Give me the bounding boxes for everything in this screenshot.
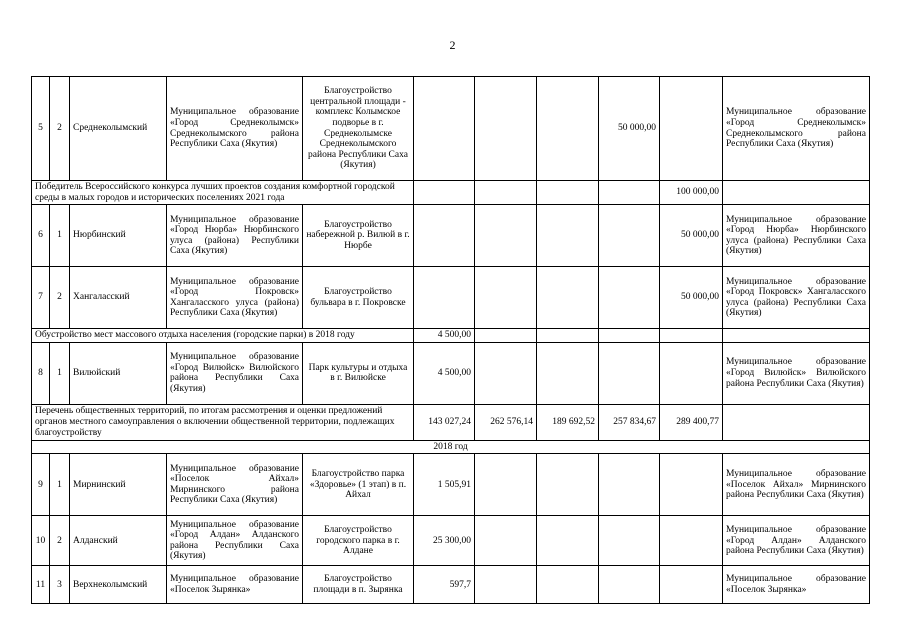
row-number: 6	[32, 205, 50, 267]
territory-object: Благоустройство городского парка в г. Алдане	[303, 516, 414, 566]
responsible-body: Муниципальное образование «Город Вилюйск» Вилюйского района Республики Саха (Якутия)	[723, 342, 870, 404]
value-2020	[537, 205, 599, 267]
value-2018	[414, 205, 475, 267]
municipality-name: Муниципальное образование «Город Покровск» Хангаласского улуса (района) Республики Саха (Якутия)	[167, 267, 303, 329]
responsible-body: Муниципальное образование «Поселок Айхал» Мирнинского района Республики Саха (Якутия)	[723, 454, 870, 516]
territory-object: Благоустройство площади в п. Зырянка	[303, 566, 414, 604]
table-row-year	[32, 440, 870, 454]
value-2021	[599, 566, 660, 604]
value-2018	[414, 267, 475, 329]
table-row-summary	[32, 404, 870, 440]
summary-value-2018: 143 027,24	[414, 404, 475, 440]
responsible-body: Муниципальное образование «Город Алдан» Алданского района Республики Саха (Якутия)	[723, 516, 870, 566]
summary-label: Победитель Всероссийского конкурса лучших проектов создания комфортной городской среды в малых городов и исторических поселениях 2021 года	[32, 181, 414, 205]
territory-object: Благоустройство центральной площади - комплекс Колымское подворье в г. Среднеколымске Среднеколымского района Республики Саха (Якутия)	[303, 77, 414, 181]
row-number: 8	[32, 342, 50, 404]
responsible-body: Муниципальное образование «Город Среднеколымск» Среднеколымского района Республики Саха (Якутия)	[723, 77, 870, 181]
table-row-summary	[32, 181, 870, 205]
value-2019	[475, 516, 537, 566]
summary-value-2018: 4 500,00	[414, 329, 475, 343]
value-2019	[475, 342, 537, 404]
value-2019	[475, 566, 537, 604]
value-2020	[537, 566, 599, 604]
value-2019	[475, 205, 537, 267]
row-subnumber: 1	[50, 205, 70, 267]
territories-table	[31, 76, 870, 604]
row-number: 10	[32, 516, 50, 566]
table-row-item	[32, 77, 870, 181]
summary-empty	[723, 404, 870, 440]
row-number: 11	[32, 566, 50, 604]
year-header: 2018 год	[32, 440, 870, 454]
territory-object: Парк культуры и отдыха в г. Вилюйске	[303, 342, 414, 404]
value-2021	[599, 267, 660, 329]
responsible-body: Муниципальное образование «Город Нюрба» Нюрбинского улуса (района) Республики Саха (Якутия)	[723, 205, 870, 267]
value-2020	[537, 77, 599, 181]
district-name: Вилюйский	[70, 342, 167, 404]
territory-object: Благоустройство парка «Здоровье» (1 этап) в п. Айхал	[303, 454, 414, 516]
row-subnumber: 1	[50, 342, 70, 404]
district-name: Хангаласский	[70, 267, 167, 329]
summary-value-2022: 289 400,77	[660, 404, 723, 440]
summary-empty	[723, 181, 870, 205]
summary-value-2021	[599, 181, 660, 205]
municipality-name: Муниципальное образование «Город Вилюйск» Вилюйского района Республики Саха (Якутия)	[167, 342, 303, 404]
summary-value-2020: 189 692,52	[537, 404, 599, 440]
summary-value-2022	[660, 329, 723, 343]
summary-value-2019	[475, 181, 537, 205]
value-2022: 50 000,00	[660, 267, 723, 329]
municipality-name: Муниципальное образование «Поселок Зырянка»	[167, 566, 303, 604]
value-2019	[475, 454, 537, 516]
summary-value-2020	[537, 329, 599, 343]
value-2022	[660, 342, 723, 404]
page-number: 2	[449, 38, 456, 52]
summary-value-2019: 262 576,14	[475, 404, 537, 440]
responsible-body: Муниципальное образование «Поселок Зырянка»	[723, 566, 870, 604]
row-subnumber: 3	[50, 566, 70, 604]
district-name: Мирнинский	[70, 454, 167, 516]
row-number: 5	[32, 77, 50, 181]
summary-label: Обустройство мест массового отдыха населения (городские парки) в 2018 году	[32, 329, 414, 343]
value-2019	[475, 77, 537, 181]
row-subnumber: 1	[50, 454, 70, 516]
row-subnumber: 2	[50, 516, 70, 566]
summary-value-2018	[414, 181, 475, 205]
value-2021	[599, 516, 660, 566]
value-2018: 4 500,00	[414, 342, 475, 404]
row-number: 7	[32, 267, 50, 329]
district-name: Алданский	[70, 516, 167, 566]
value-2022	[660, 454, 723, 516]
value-2018: 597,7	[414, 566, 475, 604]
value-2021	[599, 342, 660, 404]
value-2020	[537, 267, 599, 329]
summary-value-2021	[599, 329, 660, 343]
table-row-item	[32, 267, 870, 329]
value-2022	[660, 566, 723, 604]
summary-value-2019	[475, 329, 537, 343]
row-subnumber: 2	[50, 77, 70, 181]
municipality-name: Муниципальное образование «Город Алдан» Алданского района Республики Саха (Якутия)	[167, 516, 303, 566]
value-2022: 50 000,00	[660, 205, 723, 267]
value-2019	[475, 267, 537, 329]
value-2020	[537, 516, 599, 566]
summary-label: Перечень общественных территорий, по итогам рассмотрения и оценки предложений органов местного самоуправления о включении общественной территории, подлежащих благоустройству	[32, 404, 414, 440]
value-2020	[537, 342, 599, 404]
table-row-summary	[32, 329, 870, 343]
responsible-body: Муниципальное образование «Город Покровск» Хангаласского улуса (района) Республики Саха (Якутия)	[723, 267, 870, 329]
table-row-item	[32, 454, 870, 516]
value-2021: 50 000,00	[599, 77, 660, 181]
row-subnumber: 2	[50, 267, 70, 329]
summary-value-2021: 257 834,67	[599, 404, 660, 440]
territory-object: Благоустройство бульвара в г. Покровске	[303, 267, 414, 329]
value-2018: 25 300,00	[414, 516, 475, 566]
table-row-item	[32, 516, 870, 566]
municipality-name: Муниципальное образование «Город Среднеколымск» Среднеколымского района Республики Саха (Якутия)	[167, 77, 303, 181]
value-2018: 1 505,91	[414, 454, 475, 516]
value-2021	[599, 454, 660, 516]
table-row-item	[32, 342, 870, 404]
value-2020	[537, 454, 599, 516]
district-name: Нюрбинский	[70, 205, 167, 267]
municipality-name: Муниципальное образование «Поселок Айхал» Мирнинского района Республики Саха (Якутия)	[167, 454, 303, 516]
district-name: Верхнеколымский	[70, 566, 167, 604]
district-name: Среднеколымский	[70, 77, 167, 181]
value-2022	[660, 77, 723, 181]
value-2021	[599, 205, 660, 267]
summary-value-2022: 100 000,00	[660, 181, 723, 205]
territory-object: Благоустройство набережной р. Вилюй в г. Нюрбе	[303, 205, 414, 267]
table-row-item	[32, 205, 870, 267]
summary-empty	[723, 329, 870, 343]
municipality-name: Муниципальное образование «Город Нюрба» Нюрбинского улуса (района) Республики Саха (Якутия)	[167, 205, 303, 267]
value-2018	[414, 77, 475, 181]
table-row-item	[32, 566, 870, 604]
value-2022	[660, 516, 723, 566]
row-number: 9	[32, 454, 50, 516]
summary-value-2020	[537, 181, 599, 205]
